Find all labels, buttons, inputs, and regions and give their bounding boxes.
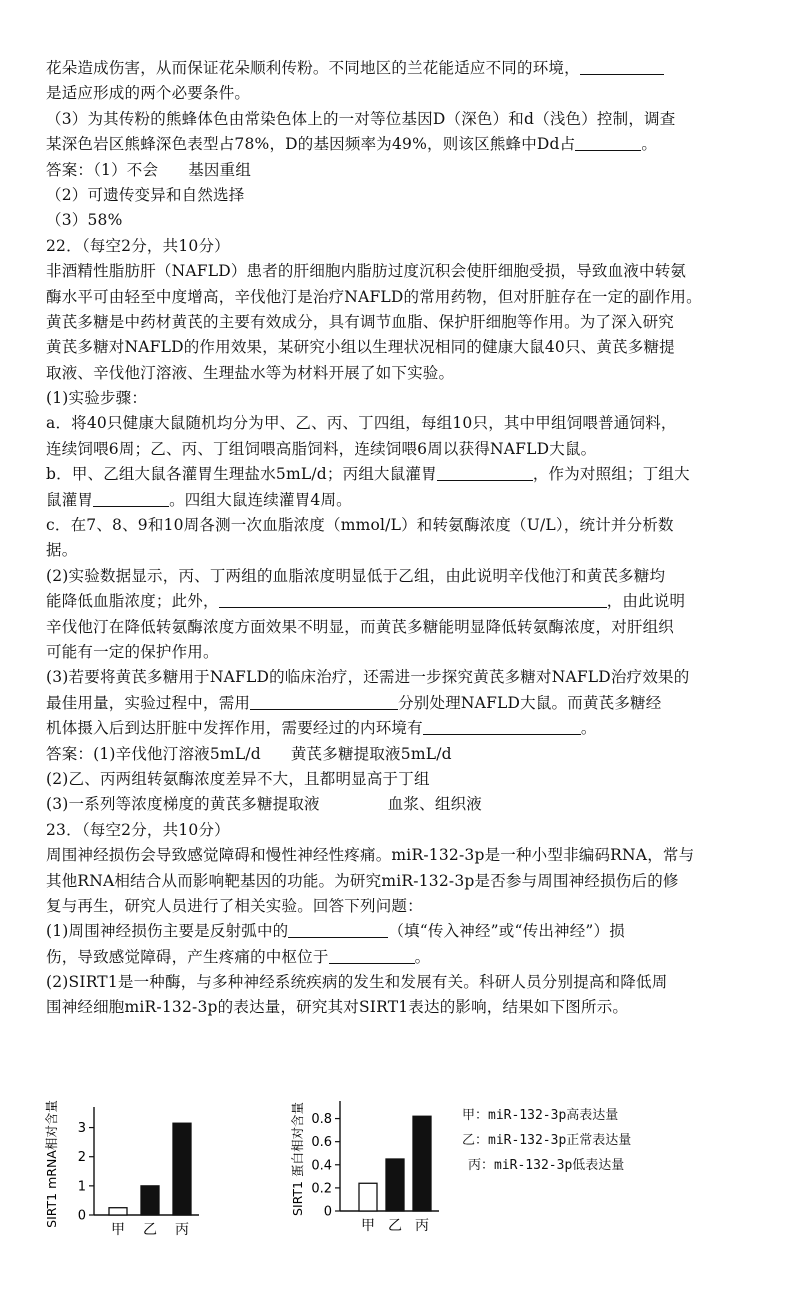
y-tick-label: 0.4: [311, 1158, 332, 1174]
answer-blank: [93, 489, 169, 507]
answer-line: [46, 792, 758, 817]
text-line: [46, 919, 758, 944]
text-span: 伤，导致感觉障碍，产生疼痛的中枢位于: [46, 947, 329, 966]
y-axis-label: SIRT1 蛋白相对含量: [290, 1102, 305, 1216]
text-span: 。四组大鼠连续灌胃4周。: [169, 490, 352, 509]
text-line: 非酒精性脂肪肝（NAFLD）患者的肝细胞内脂肪过度沉积会使肝细胞受损，导致血液中转氨: [46, 262, 687, 281]
answer-line: [46, 742, 758, 767]
text-span: 答案：（1）不会: [46, 160, 159, 179]
answer-blank: [250, 692, 398, 710]
text-line: 是适应形成的两个必要条件。: [46, 84, 251, 103]
mrna-bar-chart: [40, 1075, 280, 1304]
text-line: [46, 691, 758, 716]
text-span: 最佳用量，实验过程中，需用: [46, 693, 251, 712]
text-span: 。: [580, 719, 597, 738]
text-span: 。: [414, 947, 431, 966]
y-tick-label: 0.8: [311, 1112, 332, 1128]
x-tick-label: 乙: [388, 1218, 402, 1234]
x-tick-label: 丙: [415, 1218, 429, 1234]
text-span: 答案：(1)辛伐他汀溶液5mL/d: [46, 744, 261, 763]
y-tick-label: 0.6: [311, 1135, 332, 1151]
legend-item: 丙：miR-132-3p低表达量: [468, 1158, 625, 1173]
text-line: (2)SIRT1是一种酶，与多种神经系统疾病的发生和发展有关。科研人员分别提高和降低周: [46, 973, 668, 992]
text-line: c．在7、8、9和10周各测一次血脂浓度（mmol/L）和转氨酶浓度（U/L），统计并分析数: [46, 516, 674, 535]
answer-line: [46, 158, 758, 183]
x-tick-label: 乙: [143, 1222, 157, 1238]
answer-line: （2）可遗传变异和自然选择: [46, 185, 245, 204]
question-heading: 23．（每空2分，共10分）: [46, 820, 230, 839]
text-line: [46, 132, 758, 157]
text-line: (1)实验步骤：: [46, 389, 148, 408]
text-line: 取液、辛伐他汀溶液、生理盐水等为材料开展了如下实验。: [46, 363, 455, 382]
y-axis-label: SIRT1 mRNA相对含量: [44, 1100, 59, 1228]
answer-blank: [580, 57, 664, 75]
text-line: [46, 488, 758, 513]
question-heading: 22．（每空2分，共10分）: [46, 236, 230, 255]
y-tick-label: 0: [77, 1208, 86, 1224]
y-tick-label: 3: [77, 1121, 86, 1137]
text-line: 黄芪多糖对NAFLD的作用效果，某研究小组以生理状况相同的健康大鼠40只、黄芪多糖提: [46, 338, 675, 357]
figure-area: [0, 1075, 800, 1304]
text-line: 其他RNA相结合从而影响靶基因的功能。为研究miR-132-3p是否参与周围神经损伤后的修: [46, 871, 679, 890]
y-tick-label: 2: [77, 1150, 86, 1166]
text-span: 血浆、组织液: [387, 795, 482, 814]
text-line: 可能有一定的保护作用。: [46, 642, 219, 661]
chart-legend: [462, 1103, 631, 1178]
legend-item: 乙：miR-132-3p正常表达量: [462, 1133, 632, 1148]
bar-丙: [413, 1116, 431, 1211]
answer-blank: [329, 946, 415, 964]
exam-page: [46, 0, 758, 1021]
y-tick-label: 1: [77, 1179, 86, 1195]
answer-blank: [437, 463, 533, 481]
bar-乙: [386, 1159, 404, 1211]
text-span: 机体摄入后到达肝脏中发挥作用，需要经过的内环境有: [46, 719, 423, 738]
text-span: (1)周围神经损伤主要是反射弧中的: [46, 922, 289, 941]
text-span: 花朵造成伤害，从而保证花朵顺利传粉。不同地区的兰花能适应不同的环境，: [46, 59, 580, 77]
x-tick-label: 丙: [175, 1222, 189, 1238]
text-line: [46, 716, 758, 741]
text-span: ，作为对照组；丁组大: [532, 465, 690, 484]
y-tick-label: 0: [323, 1204, 332, 1220]
text-line: [46, 945, 758, 970]
text-line: [46, 56, 758, 81]
x-tick-label: 甲: [361, 1218, 375, 1234]
text-span: 某深色岩区熊蜂深色表型占78%，D的基因频率为49%，则该区熊蜂中Dd占: [46, 135, 576, 154]
answer-blank: [219, 590, 607, 608]
text-span: 。: [641, 135, 658, 154]
answer-blank: [423, 717, 581, 735]
text-line: a．将40只健康大鼠随机均分为甲、乙、丙、丁四组，每组10只，其中甲组饲喂普通饲料，: [46, 414, 677, 433]
bar-丙: [173, 1123, 191, 1215]
answer-line: (2)乙、丙两组转氨酶浓度差异不大，且都明显高于丁组: [46, 769, 430, 788]
text-line: 连续饲喂6周；乙、丙、丁组饲喂高脂饲料，连续饲喂6周以获得NAFLD大鼠。: [46, 439, 597, 458]
text-span: 基因重组: [188, 160, 252, 179]
text-span: 黄芪多糖提取液5mL/d: [290, 744, 452, 763]
text-span: 鼠灌胃: [46, 490, 94, 509]
text-line: 围神经细胞miR-132-3p的表达量，研究其对SIRT1表达的影响，结果如下图所示。: [46, 998, 629, 1017]
text-line: 酶水平可由轻至中度增高，辛伐他汀是治疗NAFLD的常用药物，但对肝脏存在一定的副作用。: [46, 287, 702, 306]
bar-甲: [109, 1208, 127, 1215]
text-line: 据。: [46, 541, 78, 560]
bar-甲: [359, 1183, 377, 1211]
text-span: （填“传入神经”或“传出神经”）损: [388, 922, 625, 941]
text-line: 辛伐他汀在降低转氨酶浓度方面效果不明显，而黄芪多糖能明显降低转氨酶浓度，对肝组织: [46, 617, 675, 636]
text-span: (3)一系列等浓度梯度的黄芪多糖提取液: [46, 795, 320, 814]
text-span: b．甲、乙组大鼠各灌胃生理盐水5mL/d；丙组大鼠灌胃: [46, 465, 437, 484]
answer-blank: [575, 133, 641, 151]
text-line: （3）为其传粉的熊蜂体色由常染色体上的一对等位基因D（深色）和d（浅色）控制，调查: [46, 109, 676, 128]
text-span: ，由此说明: [606, 592, 686, 611]
text-span: 分别处理NAFLD大鼠。而黄芪多糖经: [398, 693, 662, 712]
text-line: [46, 589, 758, 614]
answer-blank: [288, 920, 388, 938]
text-span: 能降低血脂浓度；此外，: [46, 592, 219, 611]
answer-line: （3）58%: [46, 211, 123, 230]
x-tick-label: 甲: [111, 1222, 125, 1238]
text-line: (3)若要将黄芪多糖用于NAFLD的临床治疗，还需进一步探究黄芪多糖对NAFLD治疗效果的: [46, 668, 690, 687]
bar-乙: [141, 1186, 159, 1215]
legend-item: 甲：miR-132-3p高表达量: [462, 1108, 619, 1123]
text-line: 周围神经损伤会导致感觉障碍和慢性神经性疼痛。miR-132-3p是一种小型非编码RNA，常与: [46, 846, 695, 865]
text-line: [46, 462, 758, 487]
protein-bar-chart: [290, 1075, 490, 1304]
text-line: (2)实验数据显示，丙、丁两组的血脂浓度明显低于乙组，由此说明辛伐他汀和黄芪多糖均: [46, 566, 666, 585]
text-line: 黄芪多糖是中药材黄芪的主要有效成分，具有调节血脂、保护肝细胞等作用。为了深入研究: [46, 312, 675, 331]
y-tick-label: 0.2: [311, 1181, 332, 1197]
text-line: 复与再生，研究人员进行了相关实验。回答下列问题：: [46, 896, 423, 915]
